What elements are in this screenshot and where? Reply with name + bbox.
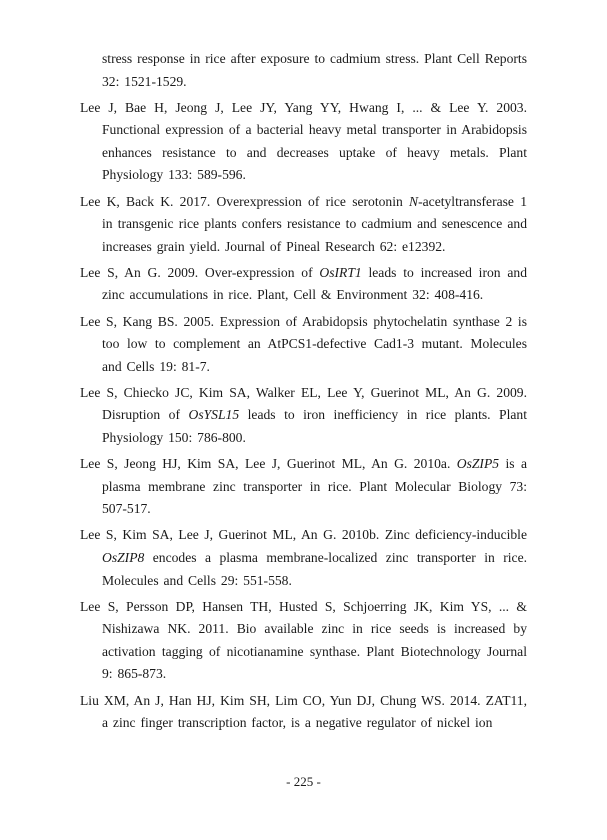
reference-entry: Lee K, Back K. 2017. Overexpression of rice serotonin N-acetyltransferase 1 in transgenic rice plants confers resistance to cadmium and senescence and increases grain yield. Journal of Pineal Research 62: e12392. [80,193,527,254]
gene-name-italic: OsYSL15 [188,407,240,423]
reference-list [80,48,527,738]
reference-entry: Lee S, Persson DP, Hansen TH, Husted S, Schjoerring JK, Kim YS, ... & Nishizawa NK. 2011. Bio available zinc in rice seeds is increased by activation tagging of nicotianamine synthase. Plant Biotechnology Journal 9: 865-873. [80,598,527,682]
gene-name-italic: OsZIP5 [456,456,500,472]
gene-name-italic: N [409,193,419,209]
reference-entry: Lee S, Kim SA, Lee J, Guerinot ML, An G. 2010b. Zinc deficiency-inducible OsZIP8 encodes a plasma membrane-localized zinc transporter in rice. Molecules and Cells 29: 551-558. [80,527,527,588]
reference-entry: Lee S, Kang BS. 2005. Expression of Arabidopsis phytochelatin synthase 2 is too low to complement an AtPCS1-defective Cad1-3 mutant. Molecules and Cells 19: 81-7. [80,313,527,374]
page-number: - 225 - [286,774,321,789]
reference-entry: Lee S, An G. 2009. Over-expression of OsIRT1 leads to increased iron and zinc accumulations in rice. Plant, Cell & Environment 32: 408-416. [80,264,527,303]
gene-name-italic: OsIRT1 [319,264,362,280]
reference-entry: Liu XM, An J, Han HJ, Kim SH, Lim CO, Yun DJ, Chung WS. 2014. ZAT11, a zinc finger transcription factor, is a negative regulator of nickel ion [80,692,527,731]
reference-entry: Lee J, Bae H, Jeong J, Lee JY, Yang YY, Hwang I, ... & Lee Y. 2003. Functional expression of a bacterial heavy metal transporter in Arabidopsis enhances resistance to and decreases uptake of heavy metals. Plant Physiology 133: 589-596. [80,99,527,183]
reference-entry: Lee S, Jeong HJ, Kim SA, Lee J, Guerinot ML, An G. 2010a. OsZIP5 is a plasma membrane zinc transporter in rice. Plant Molecular Biology 73: 507-517. [80,456,527,517]
reference-entry: stress response in rice after exposure to cadmium stress. Plant Cell Reports 32: 1521-1529. [102,51,527,89]
gene-name-italic: OsZIP8 [102,549,145,565]
reference-entry: Lee S, Chiecko JC, Kim SA, Walker EL, Lee Y, Guerinot ML, An G. 2009. Disruption of OsYSL15 leads to iron inefficiency in rice plants. Plant Physiology 150: 786-800. [80,384,527,445]
